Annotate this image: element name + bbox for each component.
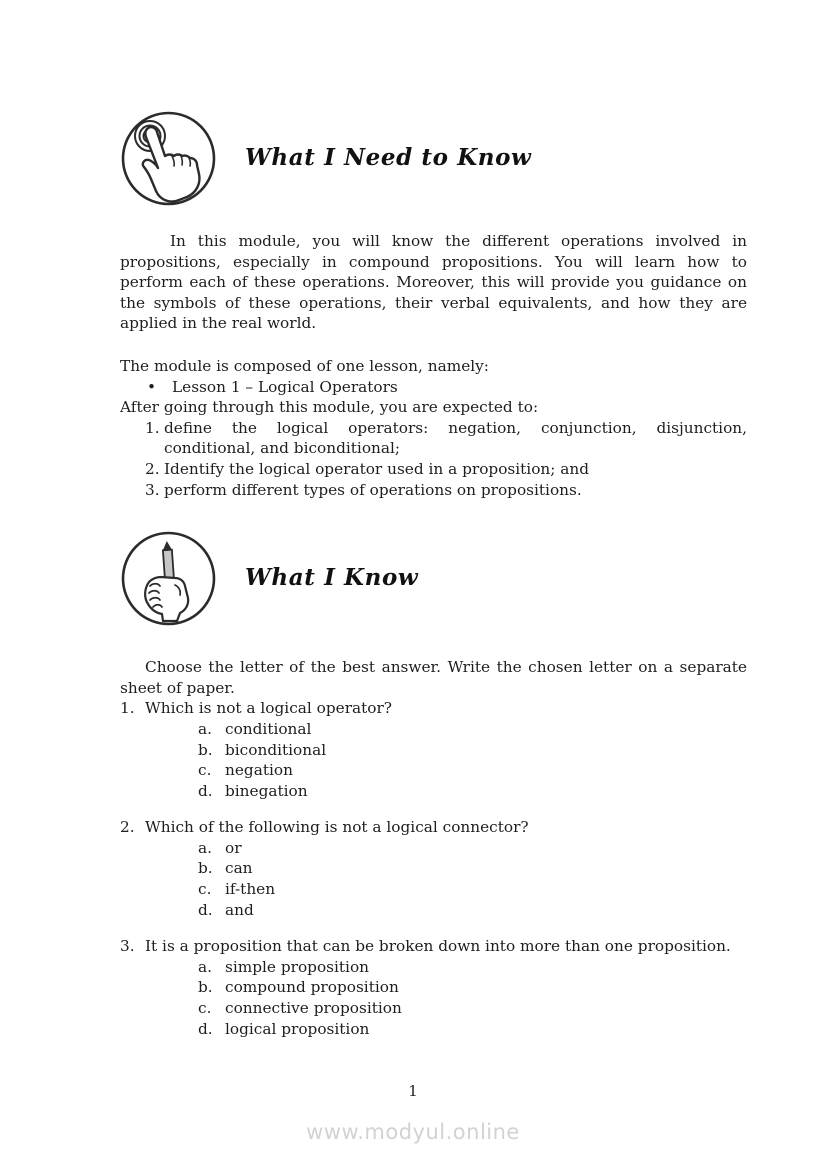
option-item <box>120 740 747 761</box>
option-text: biconditional <box>225 740 327 759</box>
module-intro-paragraph: In this module, you will know the different operations involved in propositions, especially in compound propositions. You will learn how to perform each of these operations. Moreover, this will provide you guidance on the symbols of these operations, their verbal equivalents, and how they are applied in the real world. <box>120 232 747 333</box>
option-letter: d. <box>198 900 213 919</box>
option-text: conditional <box>225 719 312 738</box>
option-item <box>120 900 747 921</box>
section-title-need-to-know: What I Need to Know <box>245 144 532 172</box>
objectives-intro-line: After going through this module, you are expected to: <box>120 398 539 417</box>
objective-text: perform different types of operations on propositions. <box>164 480 582 499</box>
hand-holding-pencil-icon <box>120 530 217 627</box>
option-letter: b. <box>198 740 213 759</box>
option-item <box>120 858 747 879</box>
objective-text: Identify the logical operator used in a proposition; and <box>164 459 590 478</box>
question-text-row <box>120 936 747 957</box>
option-item <box>120 760 747 781</box>
option-text: connective proposition <box>225 999 402 1018</box>
objective-number: 1. <box>145 418 160 437</box>
option-text: if-then <box>225 880 276 899</box>
objective-item <box>120 480 747 501</box>
question-3 <box>120 936 747 1039</box>
bullet-marker: • <box>147 377 157 396</box>
question-text-row <box>120 698 747 719</box>
option-letter: c. <box>198 880 212 899</box>
module-composition-line: The module is composed of one lesson, namely: <box>120 356 489 375</box>
option-text: negation <box>225 761 293 780</box>
option-item <box>120 781 747 802</box>
question-number: 3. <box>120 937 135 956</box>
objective-number: 3. <box>145 480 160 499</box>
lesson-bullet-item <box>120 377 747 398</box>
option-item <box>120 1019 747 1040</box>
question-2 <box>120 817 747 920</box>
option-item <box>120 719 747 740</box>
option-text: logical proposition <box>225 1019 370 1038</box>
section-title-what-i-know: What I Know <box>245 564 419 592</box>
option-letter: c. <box>198 999 212 1018</box>
option-text: compound proposition <box>225 978 399 997</box>
objective-item <box>120 418 747 459</box>
lesson-bullet-text: Lesson 1 – Logical Operators <box>172 377 398 396</box>
section-header-need-to-know <box>120 110 747 207</box>
question-text: Which is not a logical operator? <box>145 699 392 718</box>
option-item <box>120 998 747 1019</box>
question-text: Which of the following is not a logical connector? <box>145 818 529 837</box>
hand-touch-icon <box>120 110 217 207</box>
quiz-instructions: Choose the letter of the best answer. Write the chosen letter on a separate sheet of paper. <box>120 658 747 697</box>
watermark: www.modyul.online <box>306 1120 520 1144</box>
option-text: and <box>225 900 254 919</box>
option-letter: c. <box>198 761 212 780</box>
option-item <box>120 838 747 859</box>
question-text-row <box>120 817 747 838</box>
option-text: or <box>225 838 242 857</box>
objective-number: 2. <box>145 459 160 478</box>
option-letter: b. <box>198 859 213 878</box>
option-text: can <box>225 859 253 878</box>
objective-text: define the logical operators: negation, conjunction, disjunction, conditional, and biconditional; <box>164 418 747 458</box>
option-letter: d. <box>198 781 213 800</box>
question-number: 2. <box>120 818 135 837</box>
option-text: binegation <box>225 781 308 800</box>
option-item <box>120 957 747 978</box>
option-text: simple proposition <box>225 957 370 976</box>
question-1 <box>120 698 747 801</box>
option-letter: b. <box>198 978 213 997</box>
page-number: 1 <box>408 1082 418 1100</box>
objective-item <box>120 459 747 480</box>
option-letter: a. <box>198 957 212 976</box>
option-letter: a. <box>198 838 212 857</box>
option-letter: a. <box>198 719 212 738</box>
section-header-what-i-know <box>120 530 747 627</box>
option-item <box>120 977 747 998</box>
option-letter: d. <box>198 1019 213 1038</box>
question-text: It is a proposition that can be broken down into more than one proposition. <box>145 937 731 956</box>
option-item <box>120 879 747 900</box>
question-number: 1. <box>120 699 135 718</box>
